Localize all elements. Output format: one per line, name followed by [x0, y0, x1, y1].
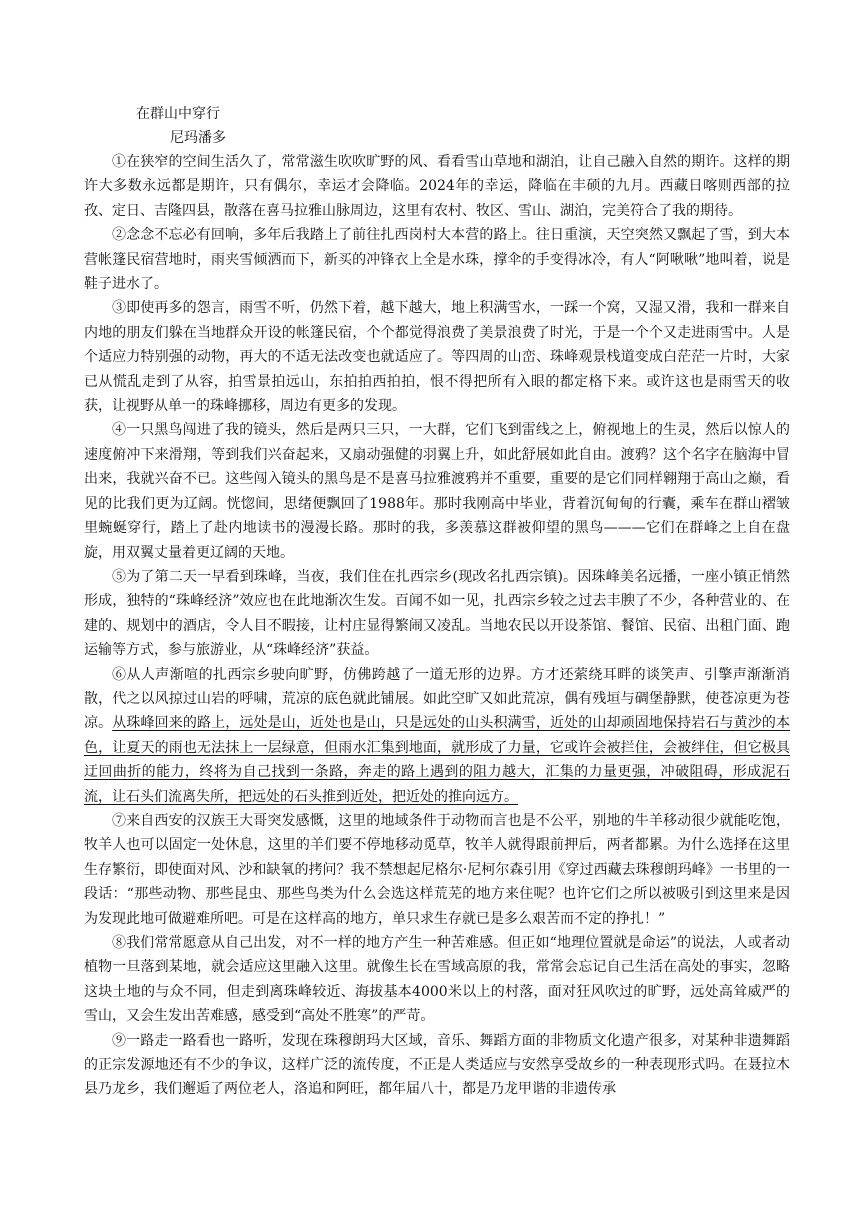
paragraph-9 — [84, 1029, 790, 1102]
paragraph-4 — [84, 418, 790, 564]
paragraph-text: ⑦来自西安的汉族王大哥突发感慨，这里的地域条件于动物而言也是不公平，别地的牛羊移动很少就能吃饱，牧羊人也可以固定一处休息，这里的羊们要不停地移动觅草，牧羊人就得跟前押后，两者都累。为什么选择在这里生存繁衍，即使面对风、沙和缺氧的拷问？我不禁想起尼格尔·尼柯尔森引用《穿过西藏去珠穆朗玛峰》一书里的一段话：“那些动物、那些昆虫、那些鸟类为什么会选这样荒芜的地方来住呢？也许它们之所以被吸引到这里来是因为发现此地可做避难所吧。可是在这样高的地方，单只求生存就已是多么艰苦而不定的挣扎！” — [84, 812, 790, 927]
paragraph-2 — [84, 223, 790, 296]
paragraph-text: ⑨一路走一路看也一路听，发现在珠穆朗玛大区域，音乐、舞蹈方面的非物质文化遗产很多，对某种非遗舞蹈的正宗发源地还有不少的争议，这样广泛的流传度，不正是人类适应与安然享受故乡的一种表现形式吗。在聂拉木县乃龙乡，我们邂逅了两位老人，洛追和阿旺，都年届八十，都是乃龙甲谐的非遗传承 — [84, 1032, 790, 1098]
paragraph-1 — [84, 150, 790, 223]
paragraph-7 — [84, 809, 790, 931]
paragraph-text: ④一只黑鸟闯进了我的镜头，然后是两只三只，一大群，它们飞到雷线之上，俯视地上的生灵，然后以惊人的速度俯冲下来滑翔，等到我们兴奋起来，又扇动强健的羽翼上升，如此舒展如此自由。渡鸦？这个名字在脑海中冒出来，我就兴奋不已。这些闯入镜头的黑鸟是不是喜马拉雅渡鸦并不重要，重要的是它们同样翱翔于高山之巅，看见的比我们更为辽阔。恍惚间，思绪便飘回了1988年。那时我刚高中毕业，背着沉甸甸的行囊，乘车在群山褶皱里蜿蜒穿行，踏上了赴内地读书的漫漫长路。那时的我，多羡慕这群被仰望的黑鸟———它们在群峰之上自在盘旋，用双翼丈量着更辽阔的天地。 — [84, 422, 790, 561]
paragraph-3 — [84, 296, 790, 418]
paragraph-text: ①在狭窄的空间生活久了，常常滋生吹吹旷野的风、看看雪山草地和湖泊，让自己融入自然的期许。这样的期许大多数永远都是期许，只有偶尔，幸运才会降临。2024年的幸运，降临在丰硕的九月。西藏日喀则西部的拉孜、定日、吉隆四县，散落在喜马拉雅山脉周边，这里有农村、牧区、雪山、湖泊，完美符合了我的期待。 — [84, 154, 790, 219]
paragraph-text: ②念念不忘必有回响，多年后我踏上了前往扎西岗村大本营的路上。往日重演，天空突然又飘起了雪，到大本营帐篷民宿营地时，雨夹雪倾洒而下，新买的冲锋衣上全是水珠，撑伞的手变得冰冷，有人“阿啾啾”地叫着，说是鞋子进水了。 — [84, 227, 790, 293]
paragraph-5 — [84, 565, 790, 663]
paragraph-text: ⑤为了第二天一早看到珠峰，当夜，我们住在扎西宗乡(现改名扎西宗镇)。因珠峰美名远播，一座小镇正悄然形成，独特的“珠峰经济”效应也在此地渐次生发。百闻不如一见，扎西宗乡较之过去丰腴了不少，各种营业的、在建的、规划中的酒店，令人目不暇接，让村庄显得繁闹又凌乱。当地农民以开设茶馆、餐馆、民宿、出租门面、跑运输等方式，参与旅游业，从“珠峰经济”获益。 — [84, 568, 790, 659]
paragraph-6 — [84, 663, 790, 809]
article-title: 在群山中穿行 — [136, 106, 220, 122]
article — [84, 102, 790, 1102]
paragraph-8 — [84, 931, 790, 1029]
article-author: 尼玛潘多 — [170, 130, 226, 146]
paragraph-text: ⑧我们常常愿意从自己出发，对不一样的地方产生一种苦难感。但正如“地理位置就是命运”的说法，人或者动植物一旦落到某地，就会适应这里融入这里。就像生长在雪域高原的我，常常会忘记自己生活在高处的事实，忽略这块土地的与众不同，但走到离珠峰较近、海拔基本4000米以上的村落，面对狂风吹过的旷野，远处高耸威严的雪山，又会生发出苦难感，感受到“高处不胜寒”的严苛。 — [84, 935, 790, 1025]
paragraph-text: ⑥从人声渐喧的扎西宗乡驶向旷野，仿佛跨越了一道无形的边界。方才还萦绕耳畔的谈笑声、引擎声渐渐消散，代之以风掠过山岩的呼啸，荒凉的底色就此铺展。如此空旷又如此荒凉，偶有残垣与碉堡静默，使苍凉更为苍凉。 — [84, 666, 790, 732]
paragraph-text: ③即使再多的怨言，雨雪不听，仍然下着，越下越大，地上积满雪水，一踩一个窝，又湿又滑，我和一群来自内地的朋友们躲在当地群众开设的帐篷民宿，个个都觉得浪费了美景浪费了时光，于是一个个又走进雨雪中。人是个适应力特别强的动物，再大的不适无法改变也就适应了。等四周的山峦、珠峰观景栈道变成白茫茫一片时，大家已从慌乱走到了从容，拍雪景拍远山，东拍拍西拍拍，恨不得把所有入眼的都定格下来。或许这也是雨雪天的收获，让视野从单一的珠峰挪移，周边有更多的发现。 — [84, 300, 790, 415]
underlined-passage: 从珠峰回来的路上，远处是山，近处也是山，只是远处的山头积满雪，近处的山却顽固地保持岩石与黄沙的本色，让夏天的雨也无法抹上一层绿意，但雨水汇集到地面，就形成了力量，它或许会被拦住，会被绊住，但它极具迂回曲折的能力，终将为自己找到一条路，奔走的路上遇到的阻力越大，汇集的力量更强，冲破阻碍，形成泥石流，让石头们流离失所，把远处的石头推到近处，把近处的推向远方。 — [84, 715, 791, 805]
